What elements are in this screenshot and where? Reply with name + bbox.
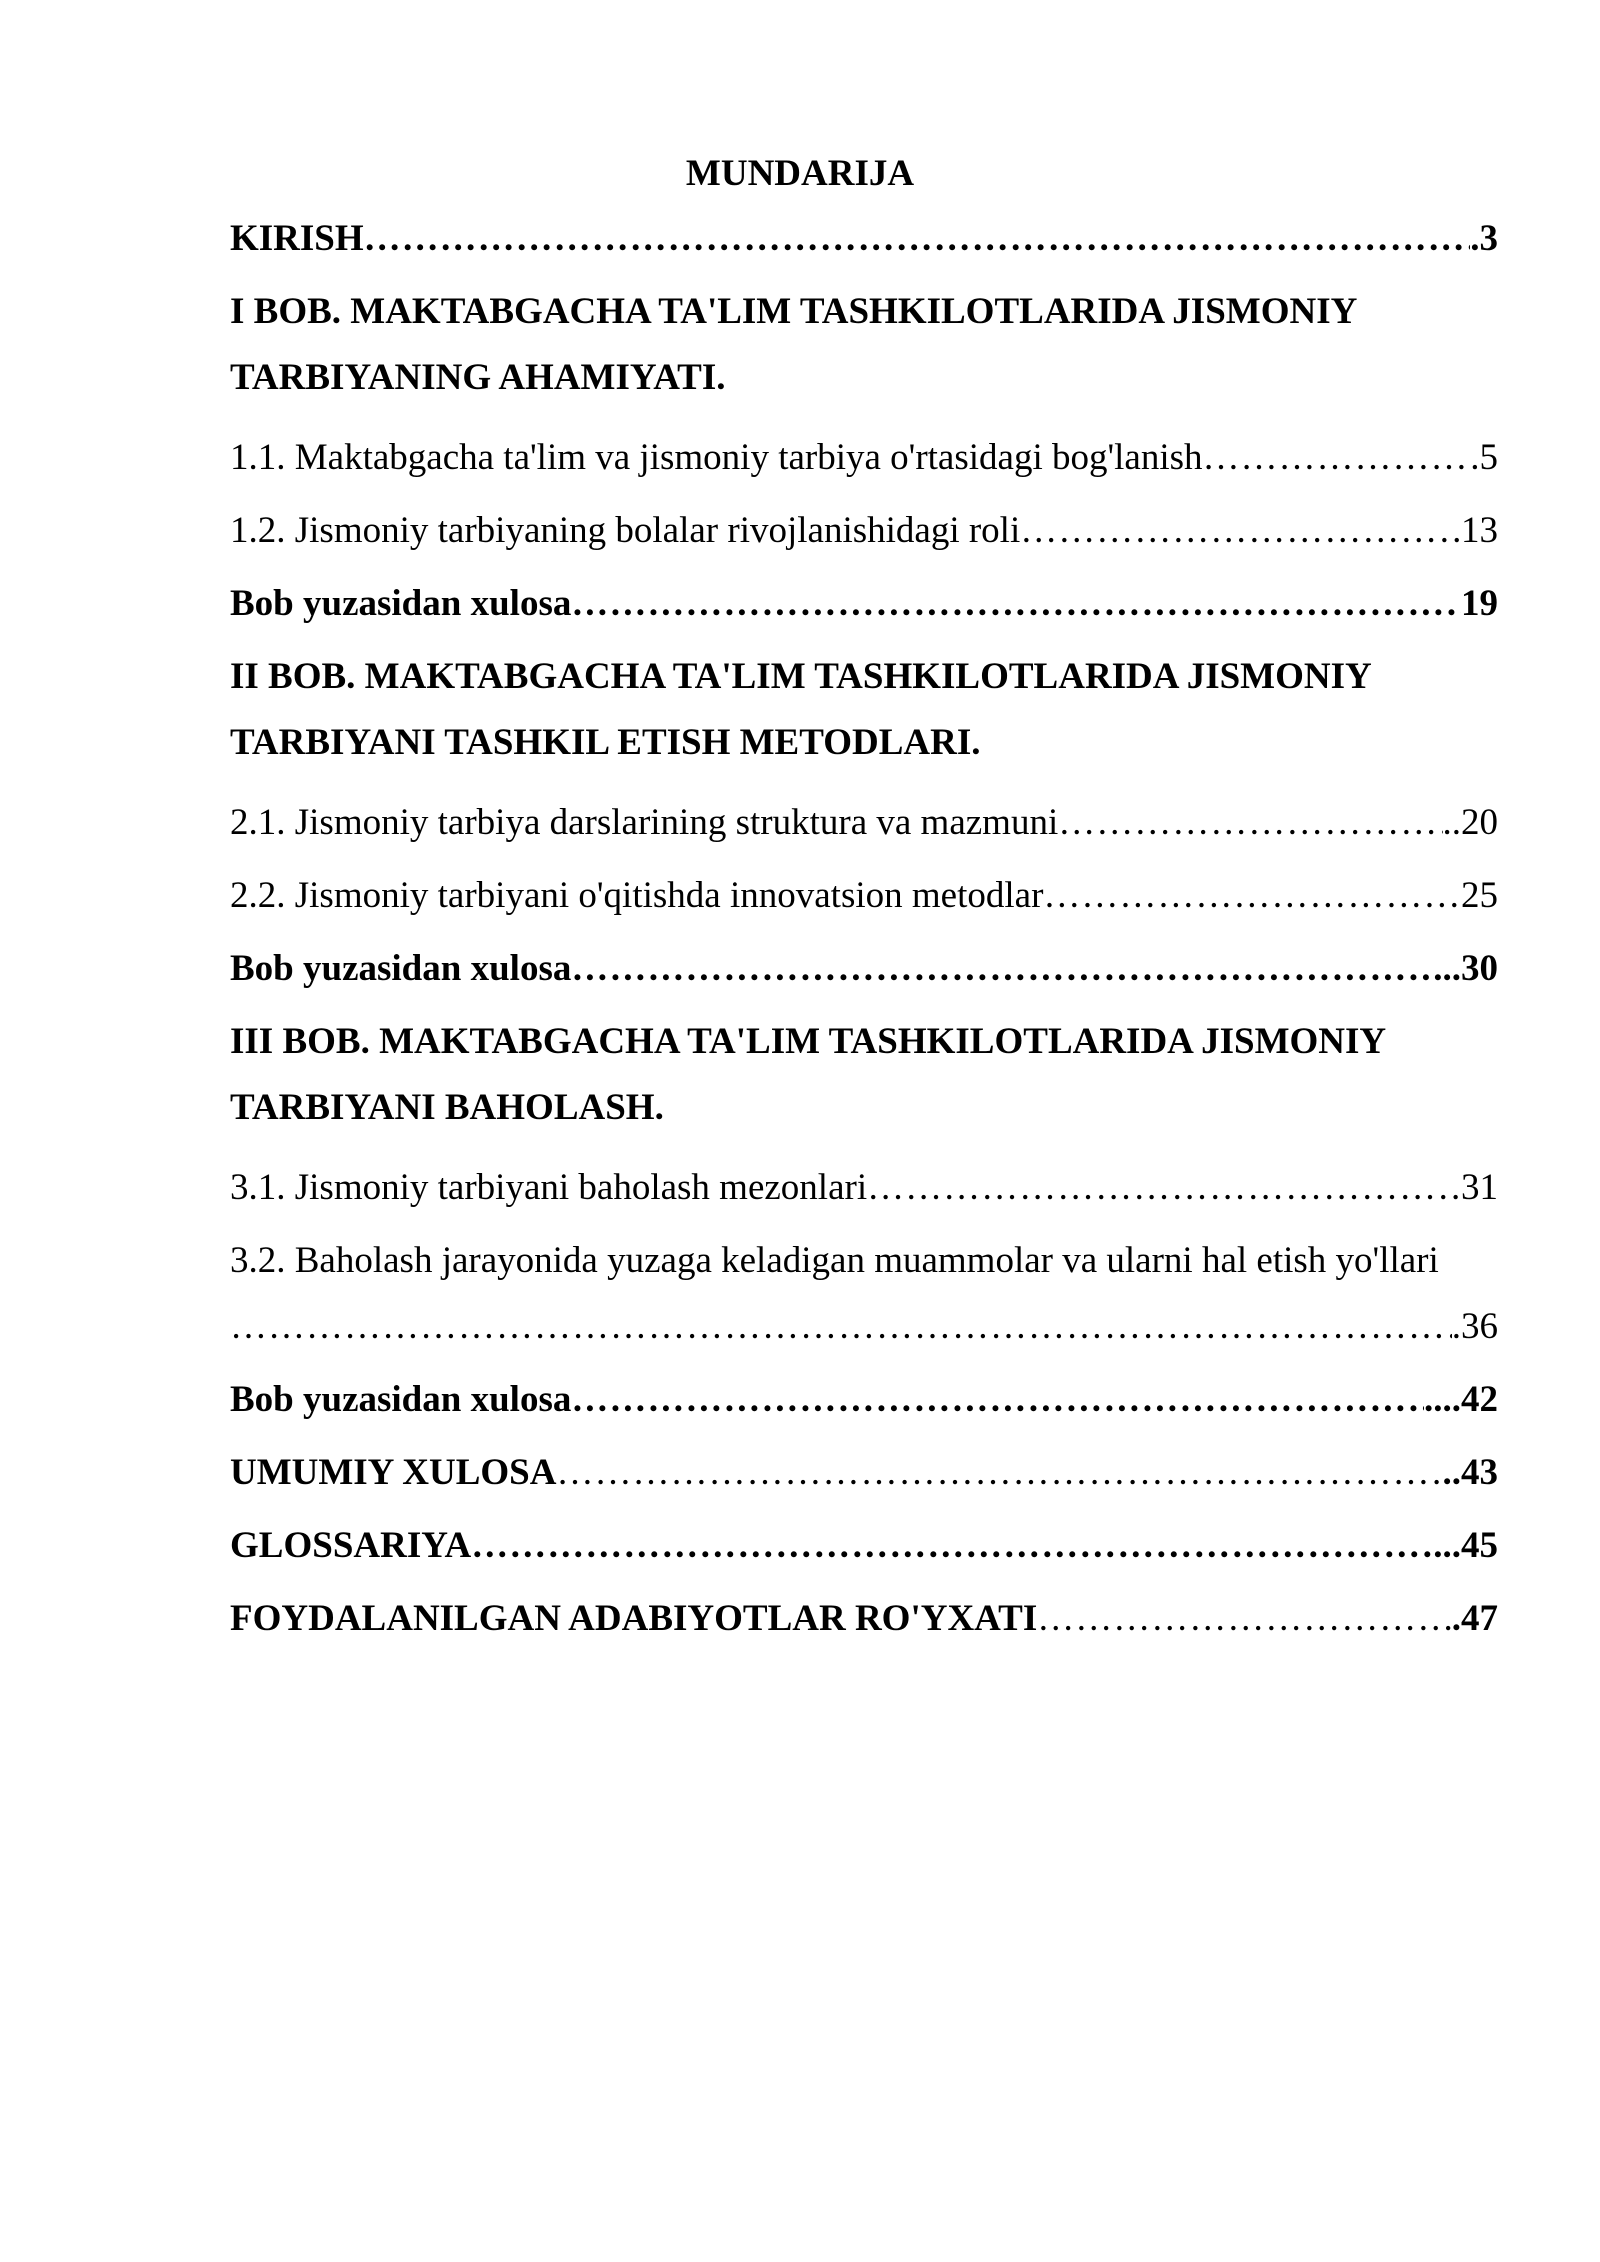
toc-entry-label: 1.2. Jismoniy tarbiyaning bolalar rivojlanishidagi roli — [230, 510, 1021, 551]
toc-entry-label: 2.2. Jismoniy tarbiyani o'qitishda innovatsion metodlar — [230, 875, 1044, 916]
toc-entry-label: TARBIYANI BAHOLASH. — [230, 1087, 664, 1128]
toc-entry-label: Bob yuzasidan xulosa — [230, 1379, 572, 1420]
toc-entry[interactable] — [230, 1081, 1498, 1161]
toc-entry-page: 25 — [1461, 875, 1498, 916]
toc-entry[interactable] — [230, 942, 1498, 1015]
toc-leader-dots — [1203, 431, 1471, 485]
toc-entry-page: ....42 — [1424, 1379, 1498, 1420]
toc-leader-dots — [471, 1519, 1433, 1573]
toc-entry-page: .47 — [1451, 1598, 1498, 1639]
toc-leader-dots — [230, 1300, 1452, 1354]
toc-entry-page: 19 — [1461, 583, 1498, 624]
toc-entry[interactable] — [230, 431, 1498, 504]
toc-leader-dots — [1020, 504, 1461, 558]
toc-entry[interactable] — [230, 796, 1498, 869]
toc-leader-dots — [867, 1161, 1461, 1215]
toc-entry[interactable] — [230, 1519, 1498, 1592]
toc-entry[interactable] — [230, 1234, 1498, 1300]
toc-entry-page: .3 — [1470, 218, 1498, 259]
toc-entry-label: TARBIYANI TASHKIL ETISH METODLARI. — [230, 722, 981, 763]
toc-leader-dots — [571, 577, 1461, 631]
toc-entry[interactable] — [230, 650, 1498, 716]
toc-entry[interactable] — [230, 1446, 1498, 1519]
toc-entry-page: ..43 — [1442, 1452, 1498, 1493]
toc-entry[interactable] — [230, 1161, 1498, 1234]
toc-leader-dots — [364, 212, 1471, 266]
toc-entry[interactable] — [230, 716, 1498, 796]
toc-entry-label: Bob yuzasidan xulosa — [230, 583, 572, 624]
toc-entry[interactable] — [230, 869, 1498, 942]
toc-entry-label: UMUMIY XULOSA — [230, 1452, 557, 1493]
toc-leader-dots — [1058, 796, 1442, 850]
toc-entry[interactable] — [230, 351, 1498, 431]
toc-entry[interactable] — [230, 212, 1498, 285]
toc-leader-dots — [571, 1373, 1424, 1427]
toc-entry-label: 1.1. Maktabgacha ta'lim va jismoniy tarbiya o'rtasidagi bog'lanish — [230, 437, 1203, 478]
toc-leader-dots — [1037, 1592, 1452, 1646]
toc-entry-label: 3.1. Jismoniy tarbiyani baholash mezonlari — [230, 1167, 868, 1208]
toc-entry[interactable] — [230, 285, 1498, 351]
toc-entry-label: II BOB. MAKTABGACHA TA'LIM TASHKILOTLARIDA JISMONIY — [230, 656, 1372, 697]
toc-entry-label: III BOB. MAKTABGACHA TA'LIM TASHKILOTLARIDA JISMONIY — [230, 1021, 1387, 1062]
toc-entry-page: .36 — [1451, 1306, 1498, 1347]
toc-leader-dots — [556, 1446, 1442, 1500]
toc-entry-label: GLOSSARIYA — [230, 1525, 472, 1566]
toc-entry-label: 3.2. Baholash jarayonida yuzaga keladigan muammolar va ularni hal etish yo'llari — [230, 1240, 1439, 1281]
toc-entry-page: .5 — [1470, 437, 1498, 478]
toc-entry[interactable] — [230, 1300, 1498, 1373]
toc-entry-label: KIRISH — [230, 218, 364, 259]
toc-entry[interactable] — [230, 1592, 1498, 1665]
toc-entry-label: 2.1. Jismoniy tarbiya darslarining struktura va mazmuni — [230, 802, 1059, 843]
toc-entry[interactable] — [230, 504, 1498, 577]
toc-entry[interactable] — [230, 1015, 1498, 1081]
toc-leader-dots — [1043, 869, 1461, 923]
toc-entry-label: TARBIYANING AHAMIYATI. — [230, 357, 726, 398]
toc-entry-page: ...45 — [1433, 1525, 1498, 1566]
toc-entry-page: 13 — [1461, 510, 1498, 551]
toc-entry-page: ..20 — [1442, 802, 1498, 843]
toc-entry-page: 31 — [1461, 1167, 1498, 1208]
toc-entry[interactable] — [230, 577, 1498, 650]
toc-leader-dots — [571, 942, 1433, 996]
toc-entry-page: ...30 — [1433, 948, 1498, 989]
toc-entry[interactable] — [230, 1373, 1498, 1446]
table-of-contents — [230, 212, 1498, 1665]
toc-entry-label: I BOB. MAKTABGACHA TA'LIM TASHKILOTLARIDA JISMONIY — [230, 291, 1358, 332]
toc-entry-label: Bob yuzasidan xulosa — [230, 948, 572, 989]
toc-entry-label: FOYDALANILGAN ADABIYOTLAR RO'YXATI — [230, 1598, 1038, 1639]
toc-title: MUNDARIJA — [685, 153, 915, 194]
